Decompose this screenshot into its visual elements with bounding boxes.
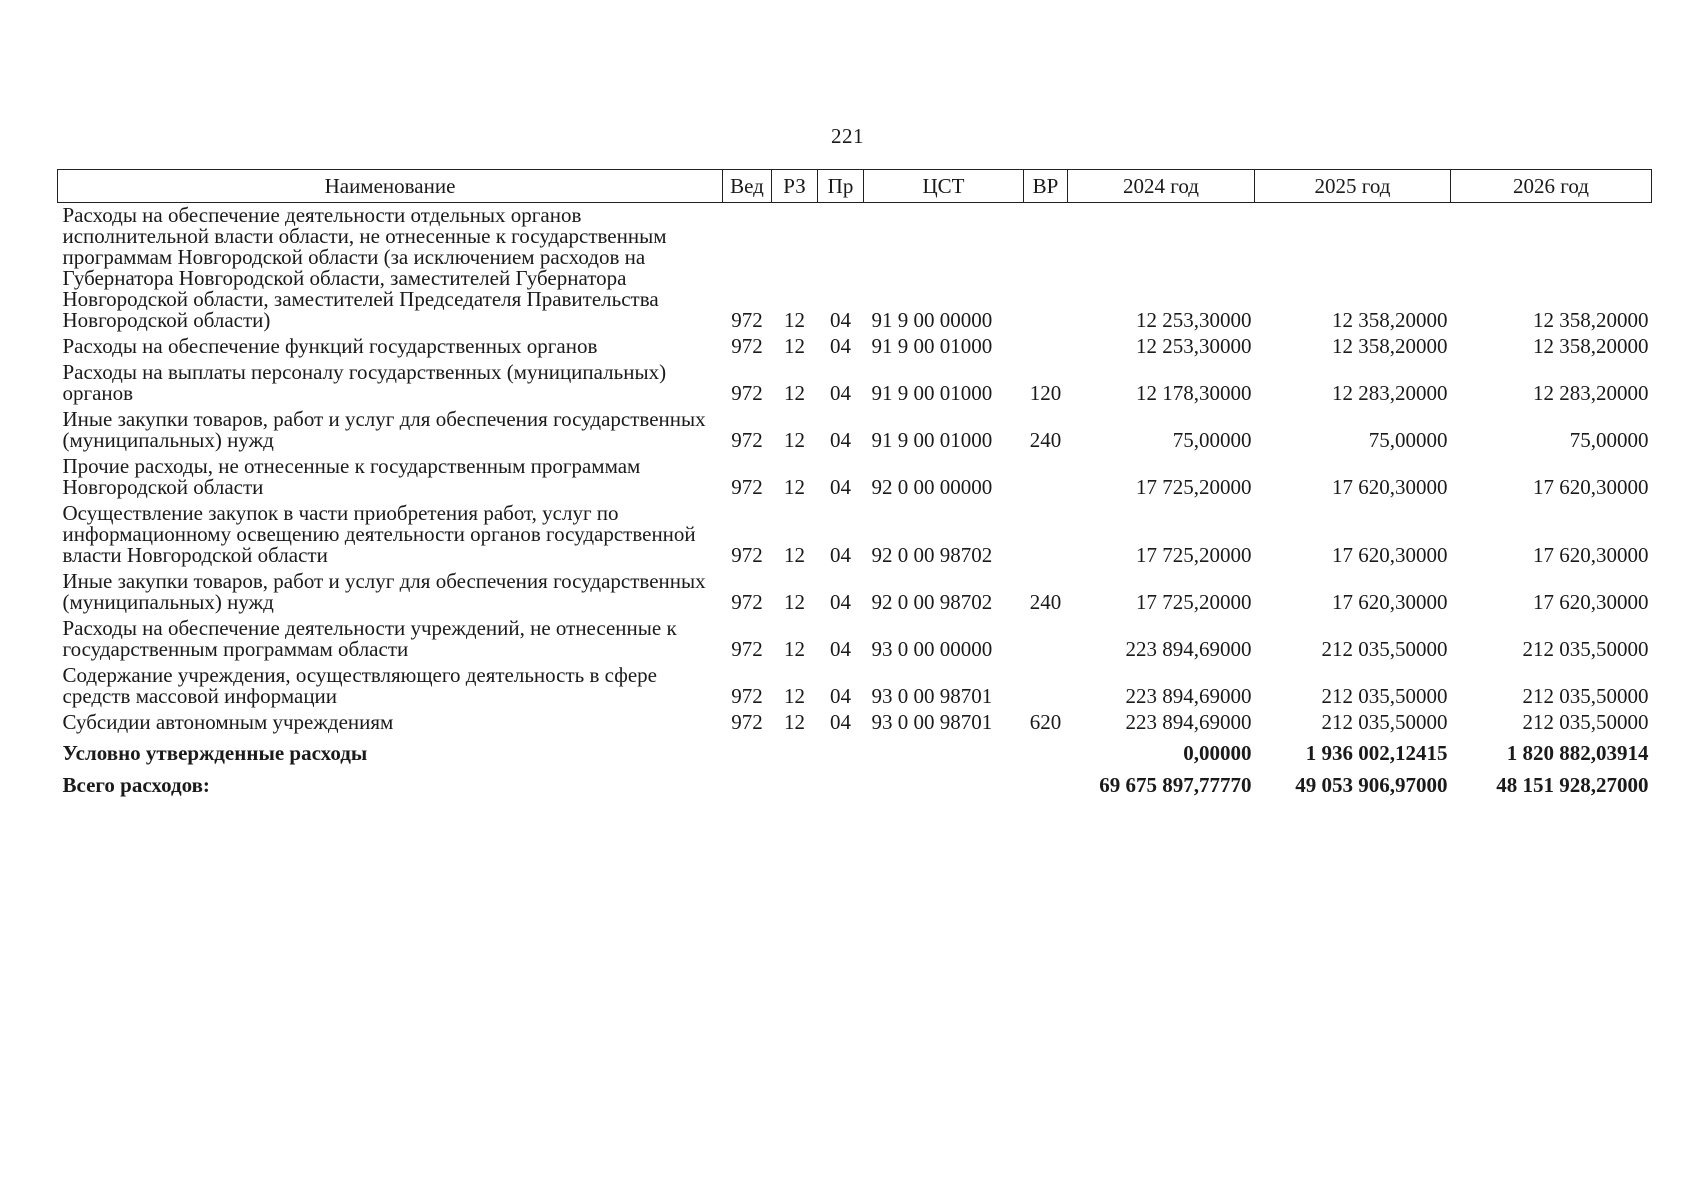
row-2026: 17 620,30000 [1533, 475, 1649, 499]
row-2025: 212 035,50000 [1321, 710, 1448, 734]
table-row [58, 501, 1652, 569]
row-pr: 04 [830, 637, 851, 661]
row-2025: 212 035,50000 [1321, 684, 1448, 708]
row-name: Осуществление закупок в части приобретения работ, услуг по информационному освещению деятельности органов государственной власти Новгородской области [62, 501, 696, 567]
row-ved: 972 [731, 475, 763, 499]
row-2024: 223 894,69000 [1125, 684, 1252, 708]
table-body [58, 203, 1652, 801]
row-2025: 17 620,30000 [1332, 543, 1448, 567]
header-cst: ЦСТ [864, 170, 1024, 203]
row-2024: 223 894,69000 [1125, 710, 1252, 734]
row-2025: 17 620,30000 [1332, 590, 1448, 614]
header-vr: ВР [1024, 170, 1068, 203]
row-cst: 91 9 00 01000 [871, 381, 993, 405]
row-vr: 120 [1029, 381, 1062, 405]
table-row [58, 710, 1652, 736]
row-cst: 93 0 00 00000 [871, 637, 993, 661]
row-pr: 04 [830, 590, 851, 614]
row-2024: 12 253,30000 [1136, 308, 1252, 332]
row-ved: 972 [731, 637, 763, 661]
row-rz: 12 [784, 590, 805, 614]
row-cst: 93 0 00 98701 [871, 684, 993, 708]
row-2026: 17 620,30000 [1533, 590, 1649, 614]
page-number: 221 [831, 124, 864, 148]
row-name: Расходы на обеспечение деятельности учреждений, не отнесенные к государственным программам области [62, 616, 677, 661]
conditional-2026: 1 820 882,03914 [1506, 741, 1649, 765]
row-vr [1024, 663, 1068, 710]
row-2025: 12 358,20000 [1332, 334, 1448, 358]
row-rz: 12 [784, 684, 805, 708]
row-ved: 972 [731, 381, 763, 405]
row-ved: 972 [731, 543, 763, 567]
row-ved: 972 [731, 428, 763, 452]
row-ved: 972 [731, 710, 763, 734]
conditional-expenses-label: Условно утвержденные расходы [62, 741, 368, 765]
row-cst: 93 0 00 98701 [871, 710, 993, 734]
table-header [58, 170, 1652, 203]
row-vr [1024, 616, 1068, 663]
table-row [58, 360, 1652, 407]
row-cst: 91 9 00 01000 [871, 428, 993, 452]
row-2025: 17 620,30000 [1332, 475, 1448, 499]
row-name: Расходы на выплаты персоналу государственных (муниципальных) органов [62, 360, 667, 405]
row-rz: 12 [784, 710, 805, 734]
row-rz: 12 [784, 637, 805, 661]
row-2024: 12 178,30000 [1136, 381, 1252, 405]
row-2024: 12 253,30000 [1136, 334, 1252, 358]
row-name: Иные закупки товаров, работ и услуг для обеспечения государственных (муниципальных) нужд [62, 407, 706, 452]
table-row [58, 663, 1652, 710]
conditional-2025: 1 936 002,12415 [1305, 741, 1448, 765]
row-name: Расходы на обеспечение функций государственных органов [62, 334, 598, 358]
header-pr: Пр [818, 170, 864, 203]
row-pr: 04 [830, 684, 851, 708]
row-name: Расходы на обеспечение деятельности отдельных органов исполнительной власти области, не отнесенные к государственным программам Новгородской области (за исключением расходов на Губернатора Новгородской области, заместителей Губернатора Новгородской области, заместителей Председателя Правительства Новгородской области) [62, 203, 667, 332]
row-name: Содержание учреждения, осуществляющего деятельность в сфере средств массовой информации [62, 663, 657, 708]
row-2026: 212 035,50000 [1522, 710, 1649, 734]
row-rz: 12 [784, 334, 805, 358]
row-vr [1024, 334, 1068, 360]
header-2025: 2025 год [1255, 170, 1451, 203]
header-rz: РЗ [772, 170, 818, 203]
row-2024: 75,00000 [1172, 428, 1252, 452]
row-cst: 92 0 00 98702 [871, 543, 993, 567]
row-pr: 04 [830, 334, 851, 358]
row-2026: 12 358,20000 [1533, 308, 1649, 332]
row-2024: 17 725,20000 [1136, 590, 1252, 614]
total-label: Всего расходов: [62, 773, 210, 797]
row-2024: 17 725,20000 [1136, 475, 1252, 499]
row-rz: 12 [784, 543, 805, 567]
row-rz: 12 [784, 428, 805, 452]
row-vr [1024, 501, 1068, 569]
row-2025: 12 358,20000 [1332, 308, 1448, 332]
row-pr: 04 [830, 308, 851, 332]
conditional-expenses-row [58, 736, 1652, 768]
table-row [58, 616, 1652, 663]
row-2024: 17 725,20000 [1136, 543, 1252, 567]
row-ved: 972 [731, 334, 763, 358]
row-2024: 223 894,69000 [1125, 637, 1252, 661]
row-cst: 92 0 00 00000 [871, 475, 993, 499]
row-pr: 04 [830, 428, 851, 452]
table-row [58, 569, 1652, 616]
row-2026: 75,00000 [1569, 428, 1649, 452]
row-vr [1024, 203, 1068, 335]
row-pr: 04 [830, 475, 851, 499]
row-pr: 04 [830, 381, 851, 405]
row-cst: 92 0 00 98702 [871, 590, 993, 614]
row-2026: 212 035,50000 [1522, 637, 1649, 661]
row-2026: 212 035,50000 [1522, 684, 1649, 708]
total-2026: 48 151 928,27000 [1496, 773, 1649, 797]
table-row [58, 203, 1652, 335]
table-row [58, 334, 1652, 360]
row-2025: 12 283,20000 [1332, 381, 1448, 405]
total-row [58, 768, 1652, 800]
header-name: Наименование [58, 170, 723, 203]
table-row [58, 454, 1652, 501]
row-cst: 91 9 00 00000 [871, 308, 993, 332]
row-vr: 620 [1029, 710, 1062, 734]
table-row [58, 407, 1652, 454]
row-ved: 972 [731, 308, 763, 332]
row-name: Иные закупки товаров, работ и услуг для обеспечения государственных (муниципальных) нужд [62, 569, 706, 614]
total-2025: 49 053 906,97000 [1295, 773, 1448, 797]
row-name: Прочие расходы, не отнесенные к государственным программам Новгородской области [62, 454, 641, 499]
row-ved: 972 [731, 684, 763, 708]
row-2025: 75,00000 [1368, 428, 1448, 452]
header-ved: Вед [723, 170, 772, 203]
row-vr: 240 [1029, 590, 1062, 614]
row-2025: 212 035,50000 [1321, 637, 1448, 661]
row-pr: 04 [830, 710, 851, 734]
row-name: Субсидии автономным учреждениям [62, 710, 394, 734]
row-ved: 972 [731, 590, 763, 614]
row-rz: 12 [784, 308, 805, 332]
header-2026: 2026 год [1451, 170, 1652, 203]
row-pr: 04 [830, 543, 851, 567]
total-2024: 69 675 897,77770 [1099, 773, 1252, 797]
header-2024: 2024 год [1068, 170, 1255, 203]
row-rz: 12 [784, 475, 805, 499]
row-rz: 12 [784, 381, 805, 405]
row-2026: 12 283,20000 [1533, 381, 1649, 405]
row-2026: 17 620,30000 [1533, 543, 1649, 567]
conditional-2024: 0,00000 [1183, 741, 1252, 765]
row-cst: 91 9 00 01000 [871, 334, 993, 358]
row-vr [1024, 454, 1068, 501]
row-vr: 240 [1029, 428, 1062, 452]
budget-table [57, 169, 1652, 800]
row-2026: 12 358,20000 [1533, 334, 1649, 358]
